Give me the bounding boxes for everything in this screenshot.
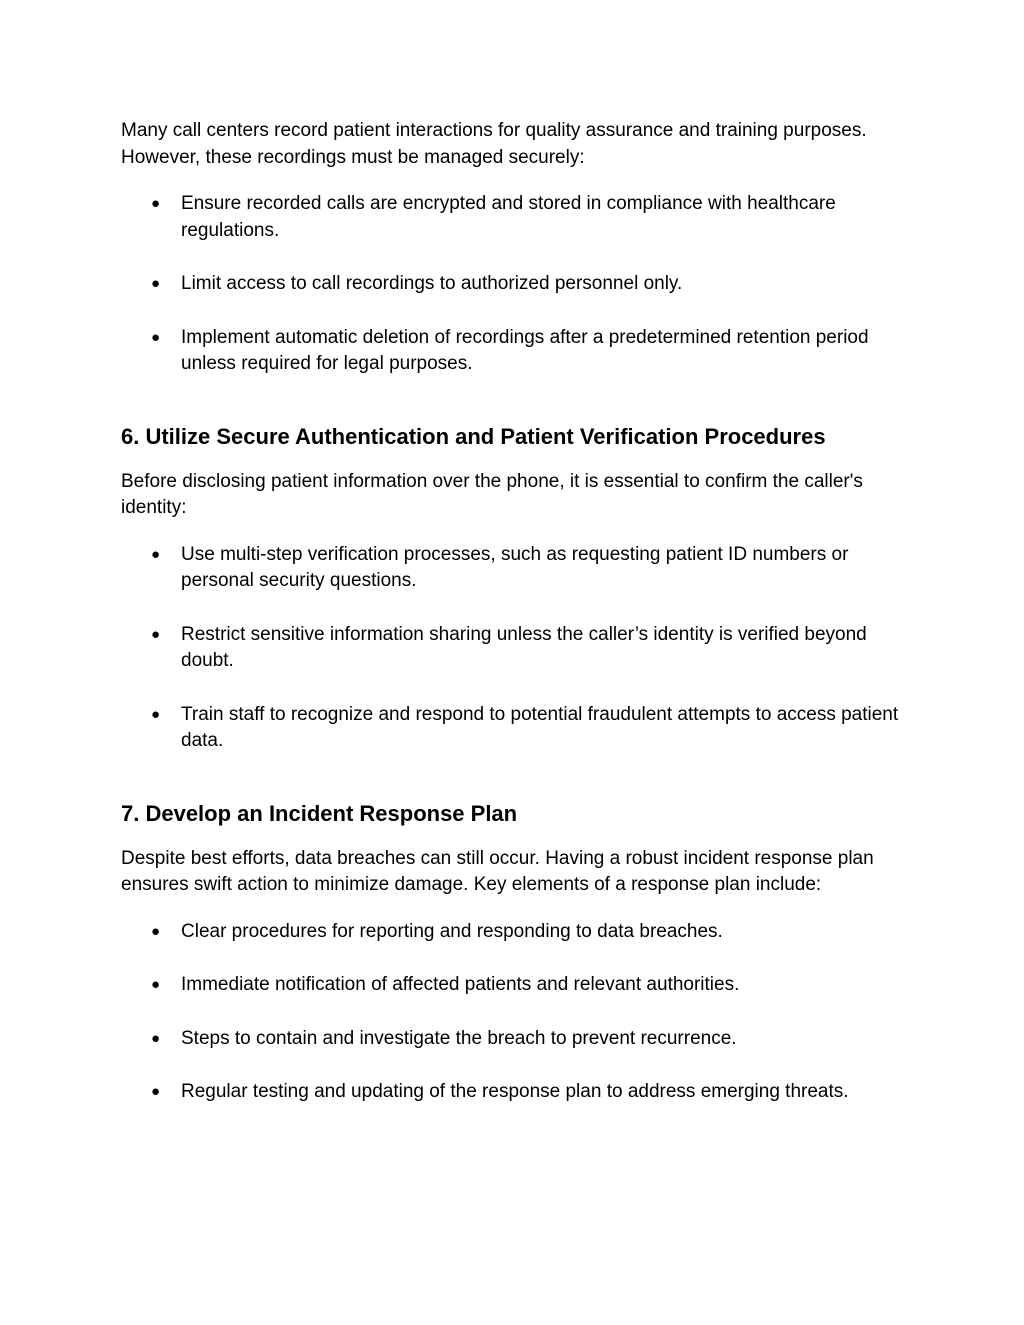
- bullet-icon: ●: [151, 275, 161, 292]
- section-7-paragraph: Despite best efforts, data breaches can still occur. Having a robust incident response plan ensures swift action to minimize damage. Key elements of a response plan include:: [121, 847, 874, 895]
- bullet-icon: ●: [151, 328, 161, 346]
- section-6-heading: 6. Utilize Secure Authentication and Patient Verification Procedures: [121, 423, 826, 449]
- section-7-heading: 7. Develop an Incident Response Plan: [121, 800, 518, 826]
- list-item-text: Ensure recorded calls are encrypted and stored in compliance with healthcare regulations.: [181, 193, 836, 241]
- bullet-icon: ●: [151, 976, 161, 993]
- list-item: [121, 271, 911, 298]
- list-item-text: Restrict sensitive information sharing unless the caller’s identity is verified beyond doubt.: [181, 623, 867, 671]
- list-item: [121, 542, 911, 595]
- list-item: [121, 972, 911, 999]
- section-7-bullet-list: [121, 919, 911, 1106]
- bullet-icon: ●: [151, 195, 161, 212]
- bullet-icon: ●: [151, 1083, 161, 1100]
- bullet-icon: ●: [151, 922, 161, 940]
- section-6-bullet-list: [121, 542, 911, 755]
- bullet-icon: ●: [151, 1029, 161, 1047]
- list-item: [121, 919, 911, 946]
- list-item-text: Steps to contain and investigate the breach to prevent recurrence.: [181, 1027, 737, 1049]
- document-body: [121, 118, 911, 1106]
- list-item-text: Clear procedures for reporting and responding to data breaches.: [181, 920, 723, 942]
- list-item-text: Implement automatic deletion of recordings after a predetermined retention period unless required for legal purposes.: [181, 326, 869, 374]
- list-item: [121, 622, 911, 675]
- list-item: [121, 191, 911, 244]
- list-item: [121, 702, 911, 755]
- list-item-text: Limit access to call recordings to authorized personnel only.: [181, 273, 683, 294]
- list-item-text: Train staff to recognize and respond to potential fraudulent attempts to access patient data.: [181, 703, 899, 751]
- intro-paragraph: Many call centers record patient interactions for quality assurance and training purposes. However, these recordings must be managed securely:: [121, 120, 867, 168]
- list-item-text: Use multi-step verification processes, such as requesting patient ID numbers or personal security questions.: [181, 543, 849, 591]
- bullet-icon: ●: [151, 545, 161, 563]
- list-item-text: Immediate notification of affected patients and relevant authorities.: [181, 974, 740, 995]
- section-6-paragraph: Before disclosing patient information over the phone, it is essential to confirm the caller's identity:: [121, 470, 863, 518]
- list-item: [121, 1026, 911, 1053]
- list-item: [121, 1079, 911, 1106]
- intro-bullet-list: [121, 191, 911, 378]
- bullet-icon: ●: [151, 705, 161, 723]
- list-item-text: Regular testing and updating of the response plan to address emerging threats.: [181, 1081, 849, 1102]
- bullet-icon: ●: [151, 625, 161, 643]
- list-item: [121, 325, 911, 378]
